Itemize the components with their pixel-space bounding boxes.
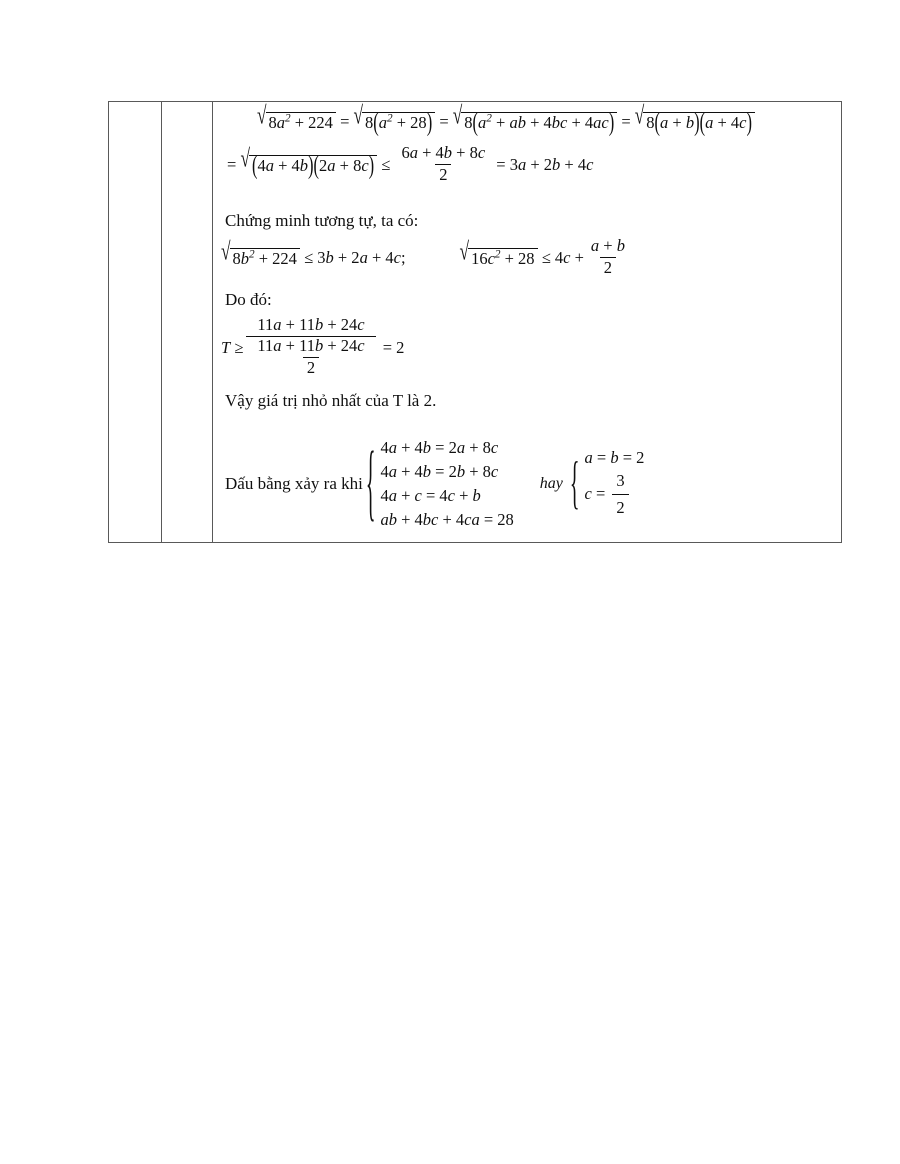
empty-cell-content [162, 102, 212, 535]
radical-16c2-28: √ $16c^2 + 28$ [460, 248, 538, 269]
system-equation: ab + 4bc + 4ca = 28 [380, 509, 514, 529]
nested-fraction-denominator: 2 [303, 357, 319, 378]
system-solution-2: c = $\frac{3}{2}$ [585, 470, 645, 521]
radical-8-expanded: √ $8(a^2$ + ab + 4bc + 4ac) [453, 112, 617, 133]
radical-sign-icon: √ [240, 144, 250, 173]
radical-sign-icon: √ [459, 237, 470, 266]
less-equal-sign: ≤ [537, 247, 555, 267]
fraction-denominator: 2 [612, 494, 628, 520]
solution-table [108, 101, 842, 543]
table-cell-marks [162, 102, 213, 543]
system-of-equations-right [585, 446, 645, 521]
fraction-numerator: a + b [590, 236, 625, 255]
equals-sign: = [492, 154, 510, 174]
fraction-numerator: 11a + 11b + 24c [257, 315, 365, 335]
fraction-denominator: 2 [435, 164, 451, 185]
radical-8a2-224: √ $8a^2 + 224$ [257, 112, 336, 133]
radical-sign-icon: √ [221, 237, 231, 266]
system-equation: 4a + 4b = 2a + 8c [380, 438, 499, 458]
equals-sign: = [435, 112, 453, 131]
connector-hay: hay [539, 474, 563, 492]
text-chung-minh-tuong-tu: Chứng minh tương tự, ta có: [225, 210, 419, 230]
fraction-3-over-2 [612, 469, 628, 520]
fraction-denominator [246, 336, 375, 379]
table-cell-solution [213, 102, 842, 543]
brace-left-icon-2: { [569, 451, 580, 516]
table-row [109, 102, 842, 543]
less-equal-sign: ≤ [299, 247, 318, 267]
less-equal-sign: ≤ [377, 154, 395, 174]
fraction-am-gm [397, 144, 489, 185]
equation-line-5 [221, 436, 835, 532]
nested-fraction [253, 337, 368, 378]
system-solution-1: a = b = 2 [584, 448, 645, 468]
system-equation: 4a + c = 4c + b [380, 485, 481, 505]
fraction-denominator: 2 [600, 257, 616, 278]
system-equation: 4a + 4b = 2b + 8c [380, 461, 499, 481]
equation-line-1 [221, 101, 835, 138]
radical-8-factored: √ 8(a + b)(a + 4c) [635, 112, 755, 133]
rhs-expression-1: 3b + 2a + 4c; [317, 247, 406, 267]
equals-sign: = [335, 112, 354, 131]
nested-fraction-numerator: 11a + 11b + 24c [257, 336, 365, 355]
radical-8-a2-28: √ $8(a^2 + 28)$ [354, 112, 436, 133]
fraction-numerator: 3 [616, 471, 625, 491]
table-cell-number [109, 102, 162, 543]
radical-sign-icon: √ [634, 101, 645, 130]
radical-8b2-224: √ $8b^2 + 224$ [221, 248, 300, 269]
equals-two: = 2 [378, 338, 405, 357]
spacer [221, 279, 835, 289]
equals-sign: = [617, 112, 635, 131]
equation-line-3 [221, 238, 835, 279]
equation-line-4 [221, 317, 835, 380]
radical-sign-icon: √ [353, 101, 364, 130]
spacer [221, 412, 835, 436]
radical-sign-icon: √ [257, 101, 267, 130]
result-expression: 3a + 2b + 4c [509, 154, 594, 174]
radical-product-factors: √ (4a + 4b)(2a + 8c) [240, 155, 377, 176]
fraction-numerator: 6a + 4b + 8c [401, 142, 486, 162]
equation-line-2 [221, 142, 835, 186]
label-dau-bang-xay-ra-khi: Dấu bằng xảy ra khi [225, 473, 363, 493]
variable-T: T ≥ [221, 338, 244, 357]
fraction-T-bound [246, 316, 375, 379]
system-of-equations-left [380, 436, 513, 532]
equals-sign: = [227, 154, 241, 174]
text-vay-gia-tri-nho-nhat: Vậy giá trị nhỏ nhất của T là 2. [225, 390, 437, 410]
fraction-a-plus-b-over-2 [587, 237, 629, 278]
spacer [221, 380, 835, 390]
spacer [221, 186, 835, 210]
text-do-do: Do đó: [225, 289, 272, 309]
radical-sign-icon: √ [452, 101, 463, 130]
rhs-expression-2-lead: 4c + [554, 247, 584, 267]
brace-left-icon: { [365, 436, 376, 532]
empty-cell-content [109, 102, 161, 535]
